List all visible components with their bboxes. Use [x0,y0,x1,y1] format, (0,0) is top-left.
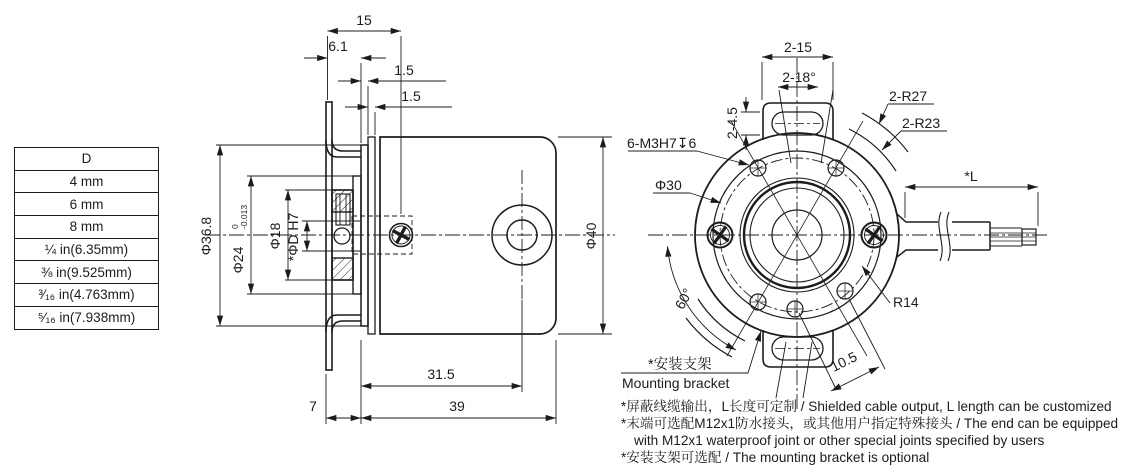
dim-2-18: 2-18° [782,69,816,85]
dim-d40: Φ40 [583,222,599,250]
dim-2-r23: 2-R23 [902,115,941,131]
side-flange-plate [361,145,368,326]
dim-10-5: 10.5 [828,348,860,375]
mounting-bracket-label-zh: *安装支架 [648,357,712,373]
footnote-line: *末端可选配M12x1防水接头，或其他用户指定特殊接头 / The end can be equipped [621,416,1119,431]
table-row: ³⁄₁₆ in(4.763mm) [15,283,158,306]
dim-7: 7 [309,398,317,414]
dim-d36-8: Φ36.8 [198,216,214,256]
dim-6-1: 6.1 [328,38,348,54]
front-cable [897,212,1036,261]
dim-15: 15 [356,12,372,28]
front-dimension-labels [622,39,978,391]
front-view [621,39,1050,412]
side-mounting-bracket [326,102,361,370]
dim-2-15: 2-15 [783,39,813,55]
mounting-bracket-label-en: Mounting bracket [622,375,730,391]
dim-L: *L [964,168,978,184]
dim-39: 39 [449,398,465,414]
table-row: ⁵⁄₁₆ in(7.938mm) [15,306,158,329]
dim-dD-H7: *ΦD H7 [285,212,301,262]
table-row: 4 mm [15,170,158,193]
dim-d24-tol-lower: -0.013 [239,204,249,229]
dim-1-5-a: 1.5 [394,62,414,78]
table-row: 8 mm [15,215,158,238]
table-row: 6 mm [15,192,158,215]
dim-2-4-5: 2-4.5 [724,107,740,139]
dim-d18: Φ18 [267,222,283,250]
side-view [198,12,615,424]
front-dimensions [621,57,1038,398]
side-dimension-labels [198,12,599,414]
footnote-line: with M12x1 waterproof joint or other special joints specified by users [634,433,1045,448]
table-row: ⅜ in(9.525mm) [15,260,158,283]
drawing-footnotes [621,398,1130,466]
footnote-line: *安装支架可选配 / The mounting bracket is optional [621,450,930,465]
dim-31-5: 31.5 [427,366,455,382]
footnote-line: *屏蔽线缆输出，L长度可定制 / Shielded cable output, L length can be customized [621,399,1112,414]
dim-6-m3: 6-M3H7↧6 [627,135,697,151]
side-housing-body [368,137,556,334]
dim-d24: Φ24 [230,246,246,274]
dim-1-5-b: 1.5 [401,88,421,104]
table-row: ¼ in(6.35mm) [15,238,158,261]
dim-2-r27: 2-R27 [889,88,928,104]
dim-d30: Φ30 [655,177,682,193]
dim-r14: R14 [893,294,919,310]
table-header-D: D [81,151,92,167]
dim-d24-tol-upper: 0 [230,224,240,229]
dim-60: 60° [671,285,696,312]
front-m3-holes [750,160,853,317]
